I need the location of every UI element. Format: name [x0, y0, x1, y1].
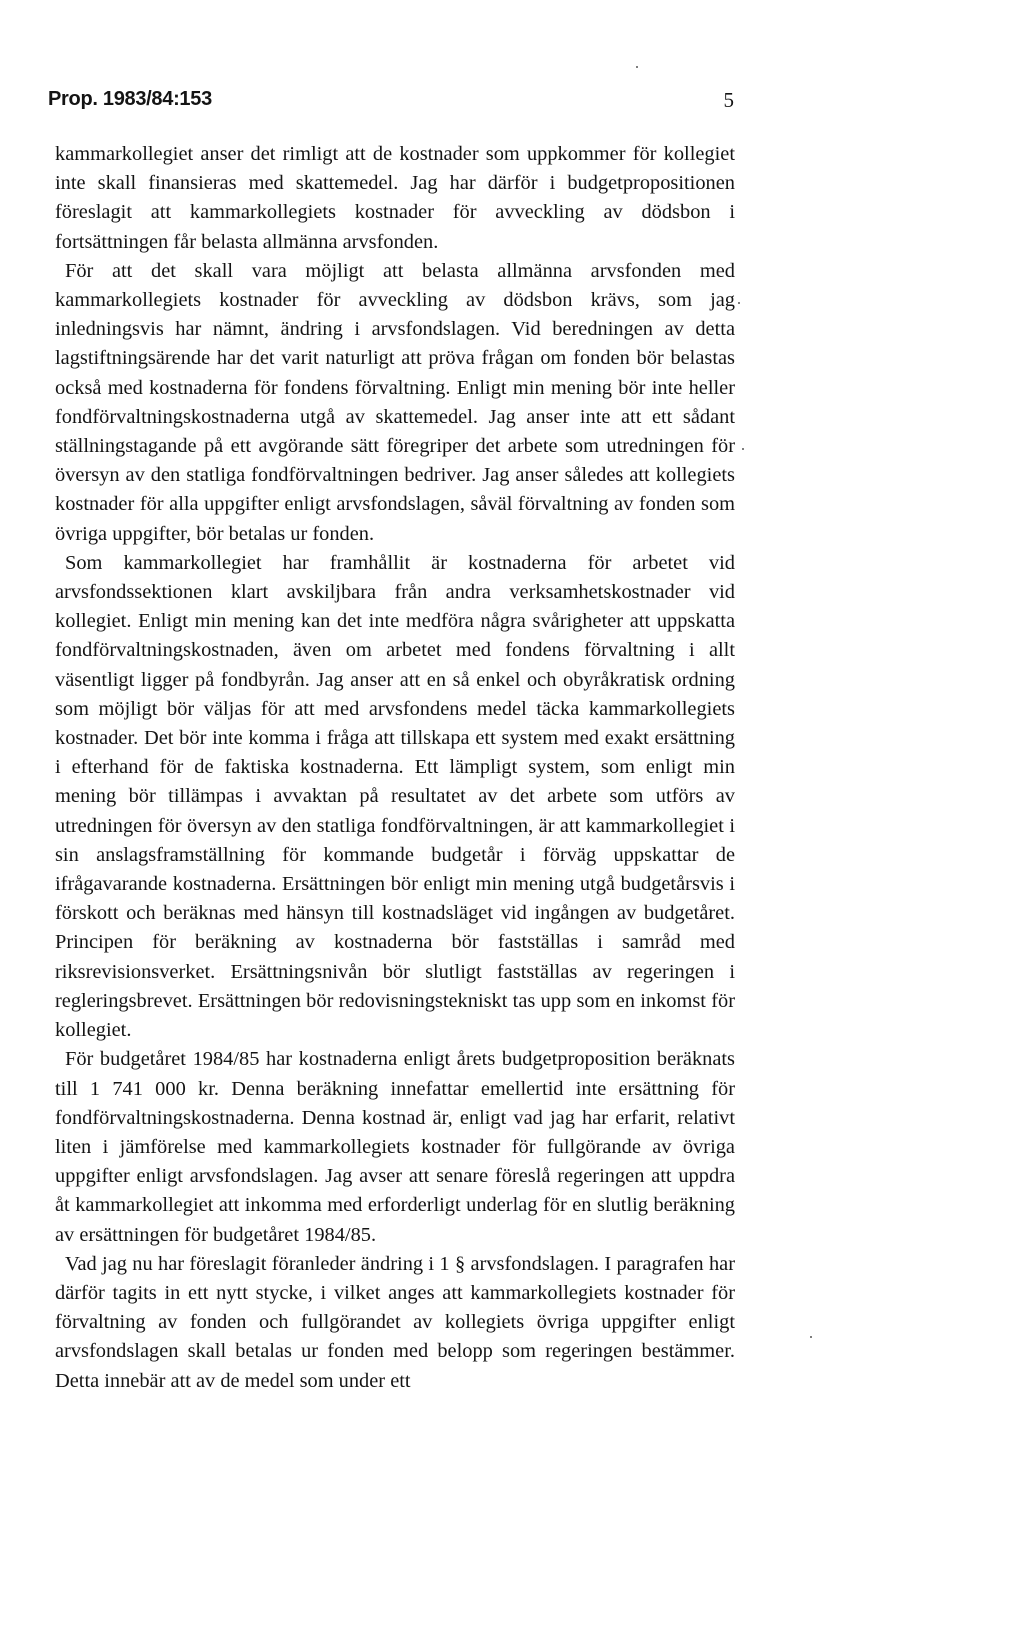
paragraph-2: För att det skall vara möjligt att belasta allmänna arvsfonden med kammarkollegiets kostnader för avveckling av dödsbon krävs, som jag inledningsvis har nämnt, ändring i arvsfondslagen. Vid beredningen av detta lagstiftningsärende har det varit naturligt att pröva frågan om fonden bör belastas också med kostnaderna för fondens förvaltning. Enligt min mening bör inte heller fondförvaltningskostnaderna utgå av skattemedel. Jag anser inte att ett sådant ställningstagande på ett avgörande sätt föregriper det arbete som utredningen för översyn av den statliga fondförvaltningen bedriver. Jag anser således att kollegiets kostnader för alla uppgifter enligt arvsfondslagen, såväl förvaltning av fonden som övriga uppgifter, bör betalas ur fonden. — [55, 259, 735, 545]
scan-speck — [636, 66, 638, 68]
page-header — [48, 88, 734, 116]
scan-speck — [810, 1336, 812, 1338]
paragraph-5: Vad jag nu har föreslagit föranleder ändring i 1 § arvsfondslagen. I paragrafen har därför tagits in ett nytt stycke, i vilket anges att kammarkollegiets kostnader för förvaltning av fonden och fullgörandet av kollegiets övriga uppgifter enligt arvsfondslagen skall betalas ur fonden med belopp som regeringen bestämmer. Detta innebär att av de medel som under ett — [55, 1252, 735, 1392]
document-reference: Prop. 1983/84:153 — [48, 88, 212, 110]
paragraph-4: För budgetåret 1984/85 har kostnaderna enligt årets budgetproposition beräknats till 1 741 000 kr. Denna beräkning innefattar emellertid inte ersättning för fondförvaltningskostnaderna. Denna kostnad är, enligt vad jag har erfarit, relativt liten i jämförelse med kammarkollegiets kostnader för fullgörande av övriga uppgifter enligt arvsfondslagen. Jag avser att senare föreslå regeringen att uppdra åt kammarkollegiet att inkomma med erforderligt underlag för en slutlig beräkning av ersättningen för budgetåret 1984/85. — [55, 1048, 735, 1246]
paragraph-3: Som kammarkollegiet har framhållit är kostnaderna för arbetet vid arvsfondssektionen klart avskiljbara från andra verksamhetskostnader vid kollegiet. Enligt min mening kan det inte medföra några svårigheter att uppskatta fondförvaltningskostnaden, även om arbetet med fondens förvaltning i allt väsentligt ligger på fondbyrån. Jag anser att en så enkel och obyråkratisk ordning som möjligt bör väljas för att med arvsfondens medel täcka kammarkollegiets kostnader. Det bör inte komma i fråga att tillskapa ett system med exakt ersättning i efterhand för de faktiska kostnaderna. Ett lämpligt system, som enligt min mening bör tillämpas i avvaktan på resultatet av det arbete som utförs av utredningen för översyn av den statliga fondförvaltningen, är att kammarkollegiet i sin anslagsframställning för kommande budgetår i förväg uppskattar de ifrågavarande kostnaderna. Ersättningen bör enligt min mening utgå budgetårsvis i förskott och beräknas med hänsyn till kostnadsläget vid ingången av budgetåret. Principen för beräkning av kostnaderna bör fastställas i samråd med riksrevisionsverket. Ersättningsnivån bör slutligt fastställas av regeringen i regleringsbrevet. Ersättningen bör redovisningstekniskt tas upp som en inkomst för kollegiet. — [55, 551, 735, 1042]
page-number: 5 — [723, 88, 734, 112]
scan-speck — [738, 302, 740, 304]
scan-speck — [742, 448, 744, 450]
body-text — [55, 140, 735, 1396]
paragraph-1: kammarkollegiet anser det rimligt att de kostnader som uppkommer för kollegiet inte skall finansieras med skattemedel. Jag har därför i budgetpropositionen föreslagit att kammarkollegiets kostnader för avveckling av dödsbon i fortsättningen får belasta allmänna arvsfonden. — [55, 143, 735, 253]
